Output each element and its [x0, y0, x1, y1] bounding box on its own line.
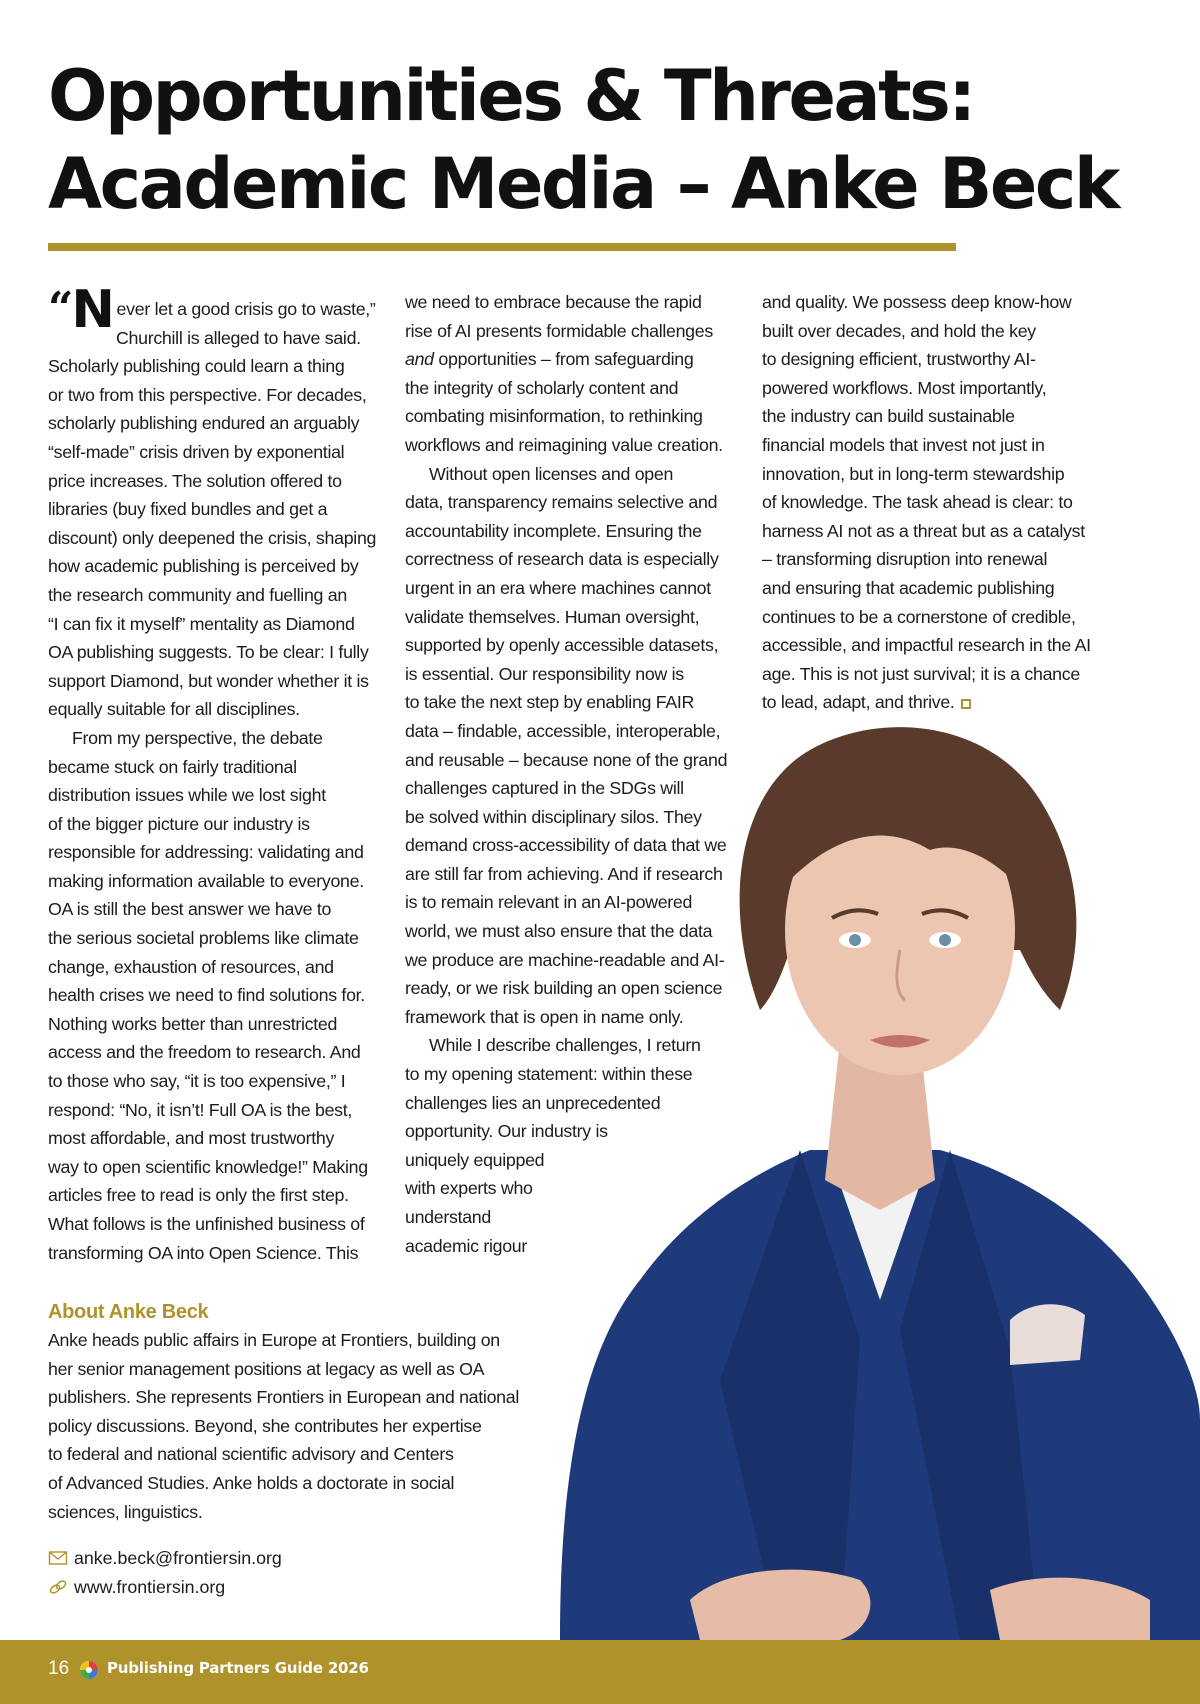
- text-line: of the bigger picture our industry is: [48, 813, 310, 834]
- publication-title: Publishing Partners Guide 2026: [107, 1659, 369, 1677]
- text-line: way to open scientific knowledge!” Making: [48, 1156, 368, 1177]
- envelope-icon: [48, 1548, 68, 1568]
- text-line: harness AI not as a threat but as a catalyst: [762, 520, 1085, 541]
- website-link[interactable]: www.frontiersin.org: [74, 1576, 226, 1597]
- text-line: of Advanced Studies. Anke holds a doctorate in social: [48, 1472, 455, 1493]
- page-title: [48, 52, 1118, 228]
- drop-cap: N: [71, 280, 115, 340]
- text-line: financial models that invest not just in: [762, 434, 1045, 455]
- text-line: responsible for addressing: validating and: [48, 842, 364, 863]
- text-line: the research community and fuelling an: [48, 584, 347, 605]
- text-line: we need to embrace because the rapid: [405, 292, 702, 312]
- paragraph: [762, 288, 1091, 717]
- article-column-3: [762, 288, 1091, 717]
- text-line: the industry can build sustainable: [762, 406, 1015, 427]
- italic-word: and: [405, 349, 434, 370]
- text-line: combating misinformation, to rethinking: [405, 406, 703, 427]
- text-line: we produce are machine-readable and AI-: [405, 949, 725, 970]
- text-line: understand: [405, 1207, 491, 1227]
- paragraph: [405, 1031, 725, 1260]
- text-line: correctness of research data is especially: [405, 549, 719, 570]
- paragraph: [405, 288, 725, 460]
- text-line: health crises we need to find solutions for.: [48, 985, 365, 1006]
- text-line: data – findable, accessible, interoperable,: [405, 720, 721, 741]
- text-line: continues to be a cornerstone of credible,: [762, 606, 1076, 627]
- text-line: articles free to read is only the first step.: [48, 1185, 349, 1206]
- text-line: ever let a good crisis go to waste,”: [116, 299, 376, 319]
- text-line: – transforming disruption into renewal: [762, 549, 1048, 570]
- text-line: respond: “No, it isn’t! Full OA is the best,: [48, 1099, 353, 1120]
- text-line: accountability incomplete. Ensuring the: [405, 520, 702, 541]
- text-line: Anke heads public affairs in Europe at Frontiers, building on: [48, 1330, 500, 1350]
- text-line: urgent in an era where machines cannot: [405, 577, 711, 598]
- author-bio-heading: About Anke Beck: [48, 1301, 209, 1323]
- text-line-with-italic: [405, 345, 725, 374]
- text-line: accessible, and impactful research in the AI: [762, 635, 1091, 656]
- text-line: “I can fix it myself” mentality as Diamond: [48, 613, 355, 634]
- publication-logo-icon: [78, 1659, 100, 1681]
- text-line: scholarly publishing endured an arguably: [48, 413, 360, 434]
- text-line: most affordable, and most trustworthy: [48, 1128, 335, 1149]
- text-line: validate themselves. Human oversight,: [405, 606, 700, 627]
- text-line: supported by openly accessible datasets,: [405, 635, 719, 656]
- text-line: libraries (buy fixed bundles and get a: [48, 499, 328, 520]
- text-line: workflows and reimagining value creation.: [405, 434, 723, 455]
- text-line: policy discussions. Beyond, she contributes her expertise: [48, 1415, 482, 1436]
- text-line: From my perspective, the debate: [72, 727, 323, 748]
- text-line: challenges lies an unprecedented: [405, 1092, 661, 1113]
- text-line: to my opening statement: within these: [405, 1064, 693, 1085]
- text-fragment: to lead, adapt, and thrive.: [762, 692, 955, 713]
- text-line: framework that is open in name only.: [405, 1006, 684, 1027]
- text-line: or two from this perspective. For decades,: [48, 384, 367, 405]
- text-line: built over decades, and hold the key: [762, 320, 1036, 341]
- text-line: powered workflows. Most importantly,: [762, 377, 1047, 398]
- paragraph: [405, 460, 728, 1032]
- text-line: “self-made” crisis driven by exponential: [48, 441, 345, 462]
- text-line: to those who say, “it is too expensive,” I: [48, 1071, 346, 1092]
- final-text-line: [762, 688, 1082, 717]
- title-line-1: Opportunities & Threats:: [48, 55, 974, 137]
- contact-info: [48, 1544, 508, 1601]
- email-link[interactable]: anke.beck@frontiersin.org: [74, 1548, 282, 1569]
- text-line: age. This is not just survival; it is a chance: [762, 663, 1080, 684]
- title-divider: [48, 243, 956, 251]
- text-line: and quality. We possess deep know-how: [762, 292, 1072, 312]
- text-line: While I describe challenges, I return: [429, 1035, 701, 1056]
- text-line: rise of AI presents formidable challenges: [405, 320, 713, 341]
- text-line: sciences, linguistics.: [48, 1501, 203, 1522]
- text-line: transforming OA into Open Science. This: [48, 1242, 359, 1263]
- end-of-article-icon: [961, 699, 971, 709]
- text-line: to federal and national scientific advisory and Centers: [48, 1444, 454, 1465]
- text-line: with experts who: [405, 1178, 533, 1199]
- link-icon: [48, 1577, 68, 1597]
- text-line: price increases. The solution offered to: [48, 470, 342, 491]
- text-line: opportunity. Our industry is: [405, 1121, 608, 1142]
- text-line: distribution issues while we lost sight: [48, 785, 326, 806]
- email-contact[interactable]: [48, 1544, 508, 1573]
- text-line: publishers. She represents Frontiers in European and national: [48, 1387, 519, 1408]
- text-line: What follows is the unfinished business of: [48, 1214, 365, 1234]
- text-line: change, exhaustion of resources, and: [48, 956, 334, 977]
- text-line: to take the next step by enabling FAIR: [405, 692, 695, 713]
- text-line: is essential. Our responsibility now is: [405, 663, 684, 684]
- article-column-2: [405, 288, 728, 1260]
- text-line: her senior management positions at legacy as well as OA: [48, 1358, 485, 1379]
- text-line: world, we must also ensure that the data: [405, 921, 713, 942]
- text-line: challenges captured in the SDGs will: [405, 778, 684, 799]
- text-line: data, transparency remains selective and: [405, 492, 718, 513]
- text-line: to designing efficient, trustworthy AI-: [762, 349, 1036, 370]
- page-footer: [0, 1640, 1200, 1704]
- text-line: innovation, but in long-term stewardship: [762, 463, 1065, 484]
- text-line: Churchill is alleged to have said.: [116, 327, 361, 348]
- paragraph: [48, 280, 377, 724]
- text-line: are still far from achieving. And if research: [405, 863, 723, 884]
- text-line: of knowledge. The task ahead is clear: to: [762, 492, 1073, 513]
- text-line: is to remain relevant in an AI-powered: [405, 892, 693, 913]
- text-fragment: opportunities – from safeguarding: [433, 349, 694, 370]
- text-line: access and the freedom to research. And: [48, 1042, 361, 1063]
- text-line: Nothing works better than unrestricted: [48, 1013, 338, 1034]
- author-bio: [48, 1298, 519, 1601]
- website-contact[interactable]: [48, 1573, 508, 1602]
- text-line: the integrity of scholarly content and: [405, 377, 679, 398]
- text-line: uniquely equipped: [405, 1149, 545, 1170]
- text-line: academic rigour: [405, 1235, 528, 1256]
- text-line: and ensuring that academic publishing: [762, 577, 1055, 598]
- text-line: the serious societal problems like climate: [48, 928, 359, 949]
- text-line: and reusable – because none of the grand: [405, 749, 728, 770]
- text-line: became stuck on fairly traditional: [48, 756, 297, 777]
- text-line: discount) only deepened the crisis, shaping: [48, 527, 377, 548]
- article-column-1: [48, 280, 377, 1267]
- page-number: 16: [48, 1658, 70, 1679]
- text-line: support Diamond, but wonder whether it is: [48, 670, 369, 691]
- text-line: ready, or we risk building an open science: [405, 978, 723, 999]
- text-line: OA is still the best answer we have to: [48, 899, 332, 920]
- title-line-2: Academic Media – Anke Beck: [48, 143, 1118, 225]
- text-line: be solved within disciplinary silos. They: [405, 806, 702, 827]
- opening-quote-mark: “: [48, 283, 72, 334]
- text-line: OA publishing suggests. To be clear: I fully: [48, 642, 369, 663]
- text-line: making information available to everyone.: [48, 870, 364, 891]
- text-line: Without open licenses and open: [429, 463, 674, 484]
- text-line: equally suitable for all disciplines.: [48, 699, 300, 720]
- text-line: how academic publishing is perceived by: [48, 556, 359, 577]
- text-line: Scholarly publishing could learn a thing: [48, 356, 345, 377]
- text-line: demand cross-accessibility of data that we: [405, 835, 727, 856]
- author-bio-text: [48, 1326, 519, 1526]
- paragraph: [48, 724, 368, 1267]
